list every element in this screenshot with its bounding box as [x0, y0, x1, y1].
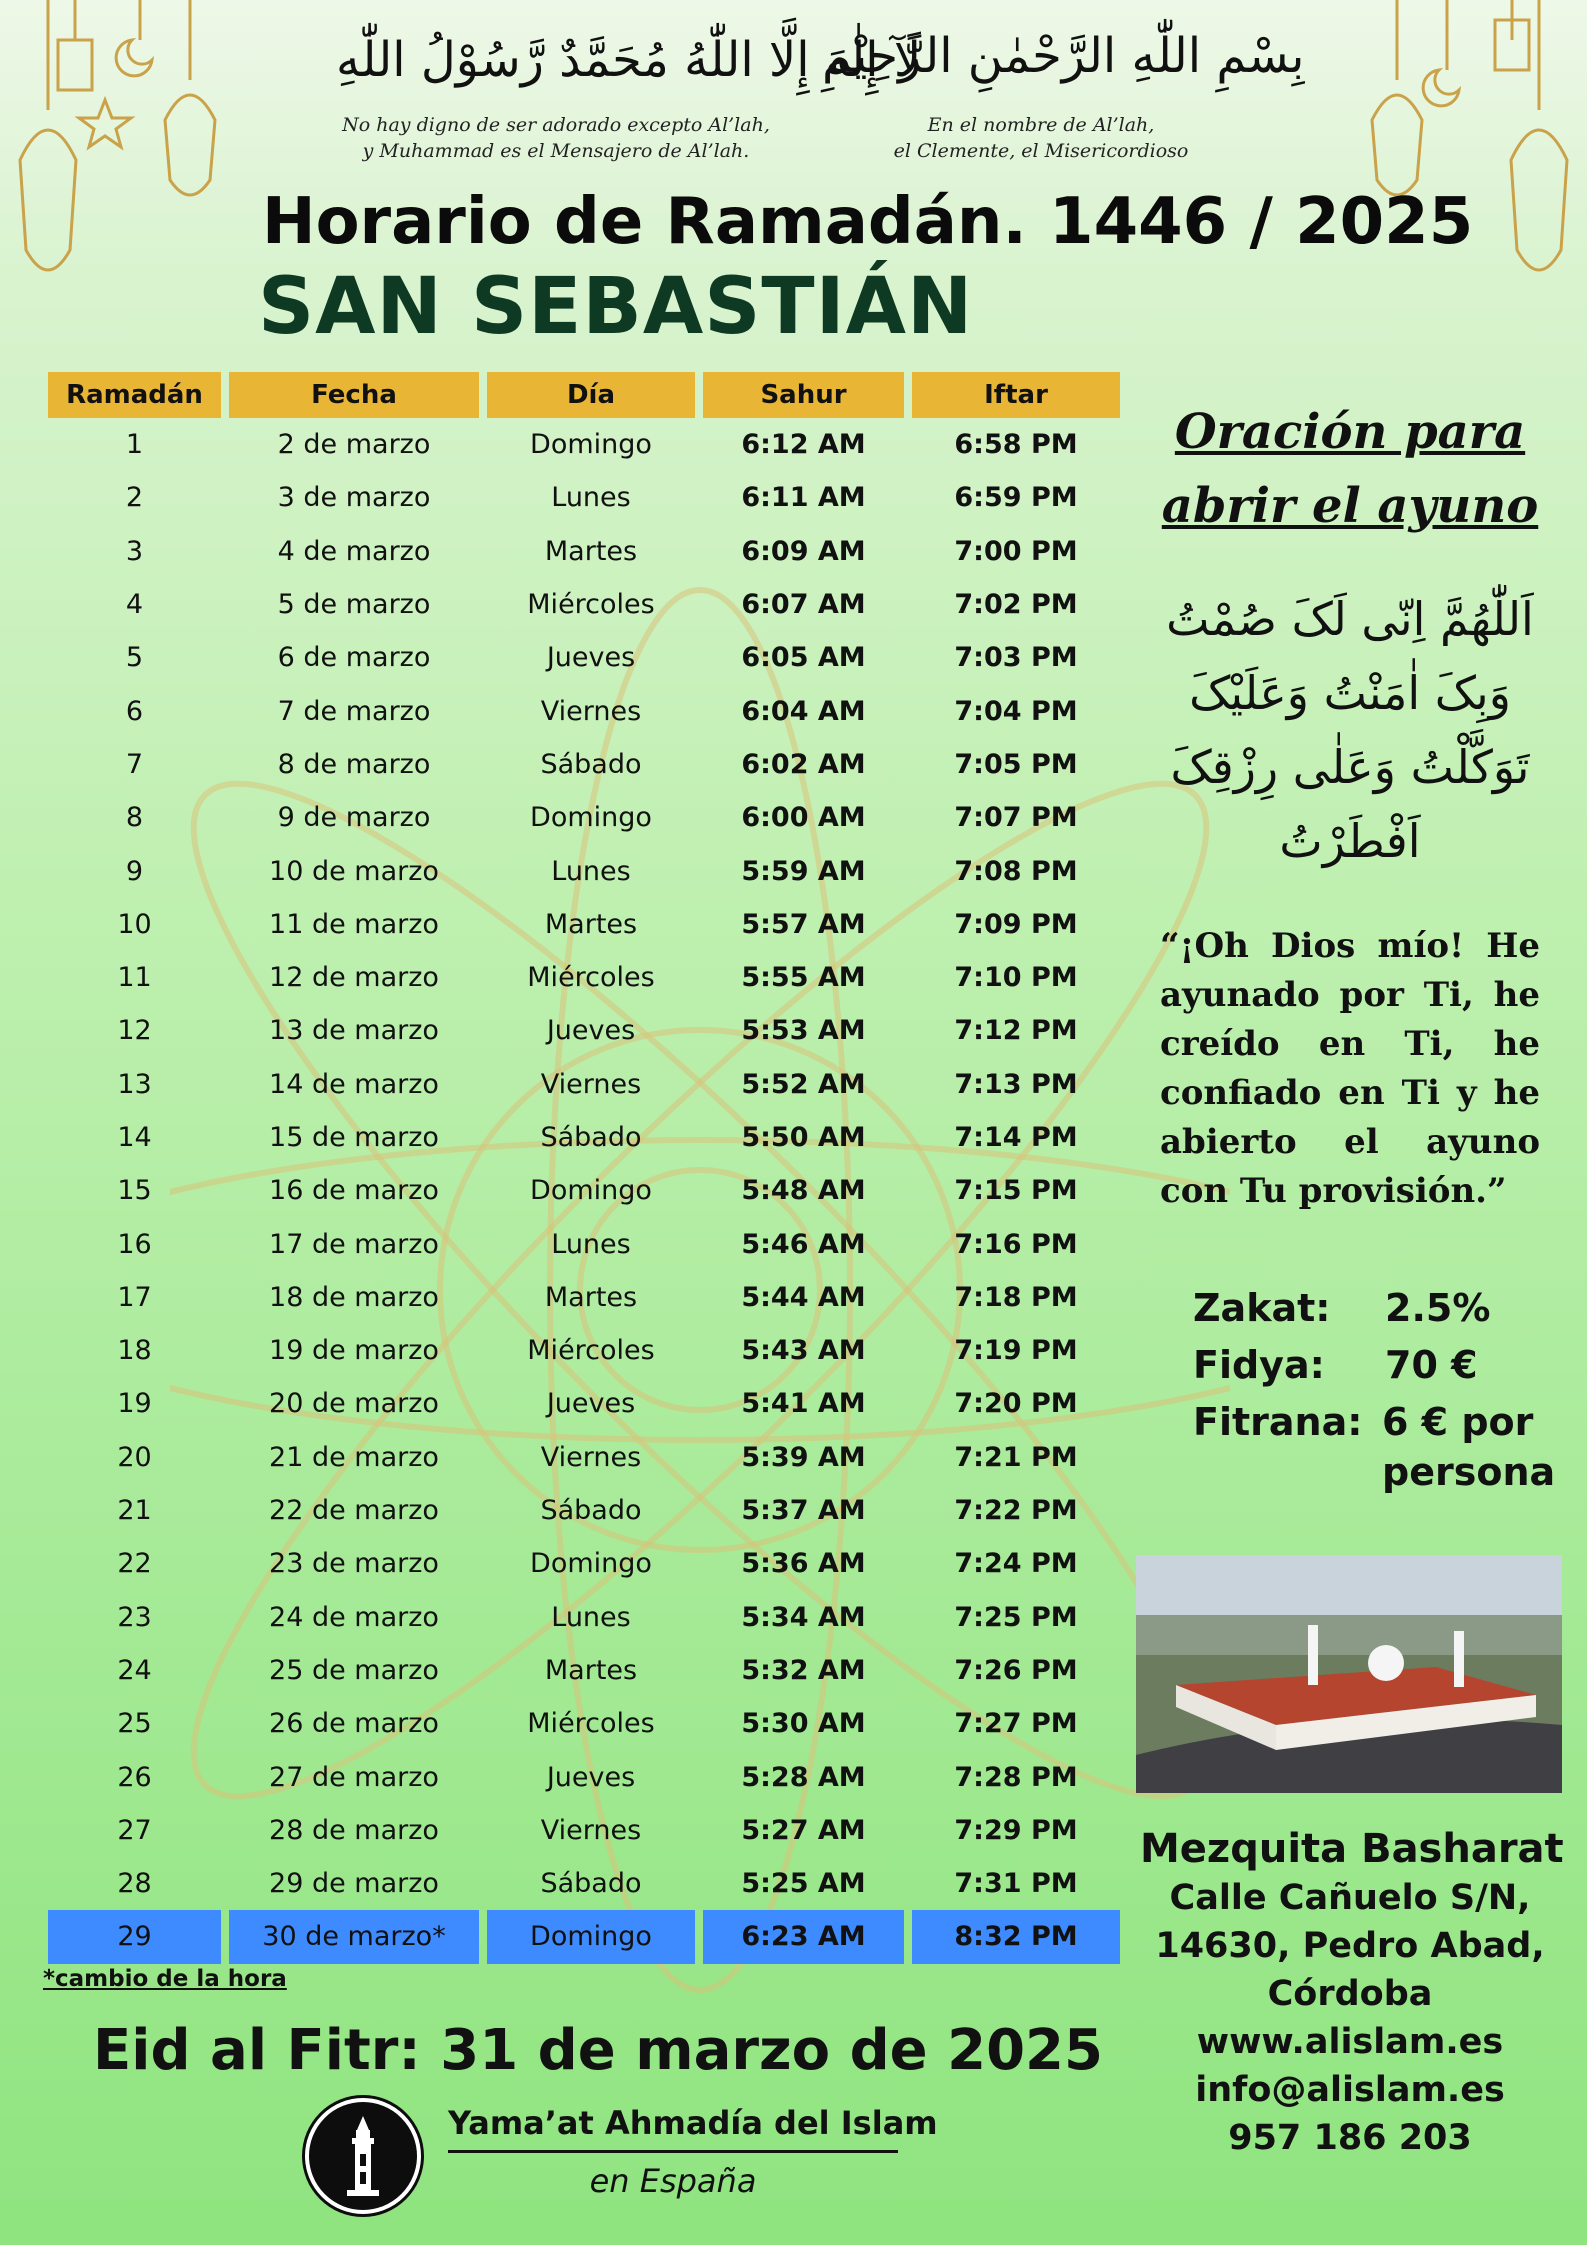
ramadan-day-cell: 15	[117, 1175, 152, 1207]
ramadan-day-cell: 1	[125, 429, 144, 461]
date-cell: 2 de marzo	[277, 429, 431, 461]
sahur-time-cell: 6:11 AM	[741, 482, 866, 514]
iftar-time-cell: 7:19 PM	[954, 1335, 1078, 1367]
table-row	[48, 1537, 1120, 1590]
table-row	[48, 1484, 1120, 1537]
weekday-cell: Lunes	[551, 855, 631, 887]
ramadan-day-cell: 3	[125, 535, 144, 567]
iftar-time-cell: 6:58 PM	[954, 429, 1078, 461]
table-row	[48, 1804, 1120, 1857]
bismillah-translation-line-1: En el nombre de Al’lah,	[927, 114, 1155, 136]
table-row	[48, 738, 1120, 791]
ramadan-day-cell: 6	[125, 695, 144, 727]
table-body	[48, 418, 1120, 1964]
date-cell: 23 de marzo	[269, 1548, 439, 1580]
weekday-cell: Domingo	[530, 802, 652, 834]
sahur-time-cell: 6:05 AM	[741, 642, 866, 674]
sahur-time-cell: 5:44 AM	[741, 1281, 866, 1313]
weekday-cell: Sábado	[540, 1122, 642, 1153]
ramadan-day-cell: 13	[117, 1068, 152, 1100]
table-row	[48, 898, 1120, 951]
ramadan-schedule-table	[40, 372, 1128, 1964]
sahur-time-cell: 5:41 AM	[741, 1388, 866, 1420]
weekday-cell: Viernes	[540, 1441, 642, 1473]
prayer-title-line-2: abrir el ayuno	[1161, 478, 1539, 534]
date-cell: 13 de marzo	[269, 1015, 439, 1047]
ramadan-day-cell: 10	[117, 908, 152, 940]
date-cell: 30 de marzo*	[229, 1910, 479, 1963]
iftar-time-cell: 7:27 PM	[954, 1708, 1078, 1740]
ramadan-day-cell: 4	[125, 589, 144, 621]
date-cell: 5 de marzo	[277, 589, 431, 621]
table-row	[48, 1164, 1120, 1217]
prayer-title	[1140, 395, 1560, 543]
iftar-time-cell: 7:05 PM	[954, 748, 1078, 780]
table-row	[48, 1910, 1120, 1963]
column-header-fecha: Fecha	[229, 372, 479, 418]
ramadan-day-cell: 29	[48, 1910, 221, 1963]
arabic-prayer	[1140, 582, 1560, 878]
address-line-2: 14630, Pedro Abad,	[1155, 1926, 1545, 1966]
table-row	[48, 1377, 1120, 1430]
column-header-dia: Día	[487, 372, 695, 418]
weekday-cell: Lunes	[551, 1601, 631, 1633]
arabic-prayer-line-4: اَفْطَرْتُ	[1279, 814, 1421, 868]
sahur-time-cell: 6:04 AM	[741, 695, 866, 727]
sahur-time-cell: 5:48 AM	[741, 1175, 866, 1207]
iftar-time-cell: 6:59 PM	[954, 482, 1078, 514]
sahur-time-cell: 6:23 AM	[703, 1910, 904, 1963]
table-row	[48, 791, 1120, 844]
sahur-time-cell: 5:50 AM	[741, 1122, 866, 1153]
date-cell: 7 de marzo	[277, 695, 431, 727]
weekday-cell: Sábado	[540, 748, 642, 780]
weekday-cell: Jueves	[546, 642, 636, 674]
date-cell: 4 de marzo	[277, 535, 431, 567]
date-cell: 17 de marzo	[269, 1228, 439, 1260]
iftar-time-cell: 7:02 PM	[954, 589, 1078, 621]
ramadan-day-cell: 2	[125, 482, 144, 514]
table-row	[48, 1857, 1120, 1910]
weekday-cell: Miércoles	[527, 1335, 655, 1367]
ramadan-day-cell: 21	[117, 1495, 152, 1527]
iftar-time-cell: 7:26 PM	[954, 1654, 1078, 1686]
date-cell: 22 de marzo	[269, 1495, 439, 1527]
sahur-time-cell: 5:27 AM	[741, 1814, 866, 1846]
fidya-value: 70 €	[1385, 1343, 1478, 1387]
table-row	[48, 1750, 1120, 1803]
shahada-translation	[316, 112, 796, 164]
date-cell: 6 de marzo	[277, 642, 431, 674]
date-cell: 3 de marzo	[277, 482, 431, 514]
organization-divider	[448, 2150, 898, 2153]
shahada-calligraphy: لَآ إِلٰهَ إِلَّا اللّٰهُ مُحَمَّدٌ رَّسُوْلُ اللّٰهِ	[336, 32, 922, 88]
weekday-cell: Jueves	[546, 1388, 636, 1420]
time-change-footnote: *cambio de la hora	[43, 1966, 287, 1992]
date-cell: 12 de marzo	[269, 962, 439, 994]
table-row	[48, 1591, 1120, 1644]
iftar-time-cell: 7:22 PM	[954, 1495, 1078, 1527]
weekday-cell: Martes	[544, 1281, 638, 1313]
iftar-time-cell: 7:00 PM	[954, 535, 1078, 567]
sahur-time-cell: 5:53 AM	[741, 1015, 866, 1047]
shahada-translation-line-1: No hay digno de ser adorado excepto Al’lah,	[342, 114, 770, 136]
ramadan-day-cell: 24	[117, 1654, 152, 1686]
table-row	[48, 1271, 1120, 1324]
iftar-time-cell: 7:14 PM	[954, 1122, 1078, 1153]
ramadan-day-cell: 7	[125, 748, 144, 780]
date-cell: 20 de marzo	[269, 1388, 439, 1420]
weekday-cell: Sábado	[540, 1868, 642, 1900]
ramadan-day-cell: 16	[117, 1228, 152, 1260]
table-row	[48, 578, 1120, 631]
table-row	[48, 1217, 1120, 1270]
ramadan-day-cell: 18	[117, 1335, 152, 1367]
table-row	[48, 844, 1120, 897]
weekday-cell: Miércoles	[527, 589, 655, 621]
ramadan-day-cell: 17	[117, 1281, 152, 1313]
table-row	[48, 471, 1120, 524]
iftar-time-cell: 7:04 PM	[954, 695, 1078, 727]
weekday-cell: Lunes	[551, 482, 631, 514]
sahur-time-cell: 6:12 AM	[741, 429, 866, 461]
weekday-cell: Martes	[544, 908, 638, 940]
sahur-time-cell: 5:32 AM	[741, 1654, 866, 1686]
table-row	[48, 951, 1120, 1004]
sahur-time-cell: 5:59 AM	[741, 855, 866, 887]
weekday-cell: Domingo	[487, 1910, 695, 1963]
date-cell: 19 de marzo	[269, 1335, 439, 1367]
bismillah-translation	[801, 112, 1281, 164]
date-cell: 25 de marzo	[269, 1654, 439, 1686]
date-cell: 24 de marzo	[269, 1601, 439, 1633]
arabic-prayer-line-2: وَبِکَ اٰمَنْتُ وَعَلَیْکَ	[1189, 666, 1511, 720]
fitrana-value: 6 € por	[1382, 1400, 1534, 1444]
table-row	[48, 684, 1120, 737]
lantern-right-icon	[1327, 0, 1587, 320]
sahur-time-cell: 6:02 AM	[741, 748, 866, 780]
weekday-cell: Martes	[544, 535, 638, 567]
table-row	[48, 631, 1120, 684]
weekday-cell: Domingo	[530, 1175, 652, 1207]
arabic-prayer-line-3: تَوَکَّلْتُ وَعَلٰی رِزْقِکَ	[1170, 740, 1530, 794]
zakat-value: 2.5%	[1385, 1286, 1491, 1330]
sahur-time-cell: 5:25 AM	[741, 1868, 866, 1900]
sahur-time-cell: 5:34 AM	[741, 1601, 866, 1633]
table-row	[48, 1058, 1120, 1111]
weekday-cell: Domingo	[530, 429, 652, 461]
date-cell: 28 de marzo	[269, 1814, 439, 1846]
sahur-time-cell: 5:30 AM	[741, 1708, 866, 1740]
prayer-title-line-1: Oración para	[1174, 404, 1526, 460]
ramadan-day-cell: 12	[117, 1015, 152, 1047]
date-cell: 11 de marzo	[269, 908, 439, 940]
page-title: Horario de Ramadán. 1446 / 2025	[262, 185, 1474, 259]
address-line-1: Calle Cañuelo S/N,	[1169, 1878, 1531, 1918]
weekday-cell: Jueves	[546, 1761, 636, 1793]
table-row	[48, 1004, 1120, 1057]
sahur-time-cell: 6:09 AM	[741, 535, 866, 567]
ramadan-day-cell: 9	[125, 855, 144, 887]
date-cell: 16 de marzo	[269, 1175, 439, 1207]
fitrana-value-line-2: persona	[1382, 1450, 1556, 1494]
sahur-time-cell: 5:55 AM	[741, 962, 866, 994]
iftar-time-cell: 7:03 PM	[954, 642, 1078, 674]
organization-name: Yama’at Ahmadía del Islam	[448, 2104, 938, 2142]
table-row	[48, 1324, 1120, 1377]
ramadan-day-cell: 26	[117, 1761, 152, 1793]
weekday-cell: Domingo	[530, 1548, 652, 1580]
mosque-minaret-icon	[305, 2098, 421, 2214]
date-cell: 15 de marzo	[269, 1122, 439, 1153]
fitrana-label: Fitrana:	[1193, 1400, 1363, 1444]
iftar-time-cell: 7:15 PM	[954, 1175, 1078, 1207]
address-line-3: Córdoba	[1267, 1974, 1433, 2014]
prayer-translation: “¡Oh Dios mío! He ayunado por Ti, he creído en Ti, he confiado en Ti y he abierto el ayuno con Tu provisión.”	[1160, 926, 1540, 1211]
iftar-time-cell: 7:29 PM	[954, 1814, 1078, 1846]
iftar-time-cell: 8:32 PM	[912, 1910, 1120, 1963]
iftar-time-cell: 7:28 PM	[954, 1761, 1078, 1793]
iftar-time-cell: 7:24 PM	[954, 1548, 1078, 1580]
table-row	[48, 1697, 1120, 1750]
date-cell: 9 de marzo	[277, 802, 431, 834]
weekday-cell: Viernes	[540, 1068, 642, 1100]
shahada-translation-line-2: y Muhammad es el Mensajero de Al’lah.	[362, 140, 750, 162]
column-header-ramadan: Ramadán	[48, 372, 221, 418]
table-row	[48, 418, 1120, 471]
date-cell: 14 de marzo	[269, 1068, 439, 1100]
sahur-time-cell: 5:39 AM	[741, 1441, 866, 1473]
table-header-row	[48, 372, 1120, 418]
weekday-cell: Miércoles	[527, 962, 655, 994]
bismillah-translation-line-2: el Clemente, el Misericordioso	[893, 140, 1189, 162]
iftar-time-cell: 7:31 PM	[954, 1868, 1078, 1900]
arabic-prayer-line-1: اَللّٰھُمَّ اِنّی لَکَ صُمْتُ	[1166, 592, 1534, 646]
date-cell: 21 de marzo	[269, 1441, 439, 1473]
iftar-time-cell: 7:07 PM	[954, 802, 1078, 834]
organization-subtitle: en España	[589, 2162, 757, 2200]
weekday-cell: Viernes	[540, 1814, 642, 1846]
phone-number: 957 186 203	[1228, 2118, 1472, 2158]
ramadan-day-cell: 19	[117, 1388, 152, 1420]
website-link[interactable]: www.alislam.es	[1196, 2022, 1504, 2062]
ramadan-day-cell: 8	[125, 802, 144, 834]
lantern-left-icon	[0, 0, 260, 320]
sahur-time-cell: 5:28 AM	[741, 1761, 866, 1793]
iftar-time-cell: 7:16 PM	[954, 1228, 1078, 1260]
iftar-time-cell: 7:10 PM	[954, 962, 1078, 994]
ramadan-day-cell: 5	[125, 642, 144, 674]
iftar-time-cell: 7:20 PM	[954, 1388, 1078, 1420]
iftar-time-cell: 7:12 PM	[954, 1015, 1078, 1047]
sahur-time-cell: 5:37 AM	[741, 1495, 866, 1527]
weekday-cell: Martes	[544, 1654, 638, 1686]
zakat-label: Zakat:	[1193, 1286, 1331, 1330]
date-cell: 10 de marzo	[269, 855, 439, 887]
sahur-time-cell: 6:07 AM	[741, 589, 866, 621]
eid-date: Eid al Fitr: 31 de marzo de 2025	[93, 2018, 1103, 2083]
ramadan-day-cell: 23	[117, 1601, 152, 1633]
iftar-time-cell: 7:18 PM	[954, 1281, 1078, 1313]
weekday-cell: Viernes	[540, 695, 642, 727]
weekday-cell: Jueves	[546, 1015, 636, 1047]
sahur-time-cell: 5:43 AM	[741, 1335, 866, 1367]
fidya-label: Fidya:	[1193, 1343, 1325, 1387]
iftar-time-cell: 7:21 PM	[954, 1441, 1078, 1473]
date-cell: 8 de marzo	[277, 748, 431, 780]
sahur-time-cell: 5:46 AM	[741, 1228, 866, 1260]
sahur-time-cell: 6:00 AM	[741, 802, 866, 834]
column-header-sahur: Sahur	[703, 372, 904, 418]
ramadan-day-cell: 11	[117, 962, 152, 994]
date-cell: 26 de marzo	[269, 1708, 439, 1740]
mosque-photo	[1136, 1555, 1562, 1793]
mosque-name: Mezquita Basharat	[1140, 1826, 1564, 1872]
sahur-time-cell: 5:36 AM	[741, 1548, 866, 1580]
weekday-cell: Sábado	[540, 1495, 642, 1527]
table-row	[48, 1111, 1120, 1164]
table-row	[48, 1431, 1120, 1484]
weekday-cell: Lunes	[551, 1228, 631, 1260]
ramadan-day-cell: 27	[117, 1814, 152, 1846]
ramadan-day-cell: 28	[117, 1868, 152, 1900]
email-link[interactable]: info@alislam.es	[1195, 2070, 1505, 2110]
table-row	[48, 525, 1120, 578]
sahur-time-cell: 5:52 AM	[741, 1068, 866, 1100]
column-header-iftar: Iftar	[912, 372, 1120, 418]
bismillah-calligraphy: بِسْمِ اللّٰهِ الرَّحْمٰنِ الرَّحِيْمِ	[822, 28, 1305, 84]
iftar-time-cell: 7:13 PM	[954, 1068, 1078, 1100]
weekday-cell: Miércoles	[527, 1708, 655, 1740]
sahur-time-cell: 5:57 AM	[741, 908, 866, 940]
table-row	[48, 1644, 1120, 1697]
date-cell: 29 de marzo	[269, 1868, 439, 1900]
iftar-time-cell: 7:25 PM	[954, 1601, 1078, 1633]
date-cell: 27 de marzo	[269, 1761, 439, 1793]
ramadan-day-cell: 14	[117, 1122, 152, 1153]
ramadan-day-cell: 20	[117, 1441, 152, 1473]
ramadan-day-cell: 25	[117, 1708, 152, 1740]
ramadan-day-cell: 22	[117, 1548, 152, 1580]
city-name: SAN SEBASTIÁN	[258, 262, 974, 352]
iftar-time-cell: 7:09 PM	[954, 908, 1078, 940]
date-cell: 18 de marzo	[269, 1281, 439, 1313]
iftar-time-cell: 7:08 PM	[954, 855, 1078, 887]
